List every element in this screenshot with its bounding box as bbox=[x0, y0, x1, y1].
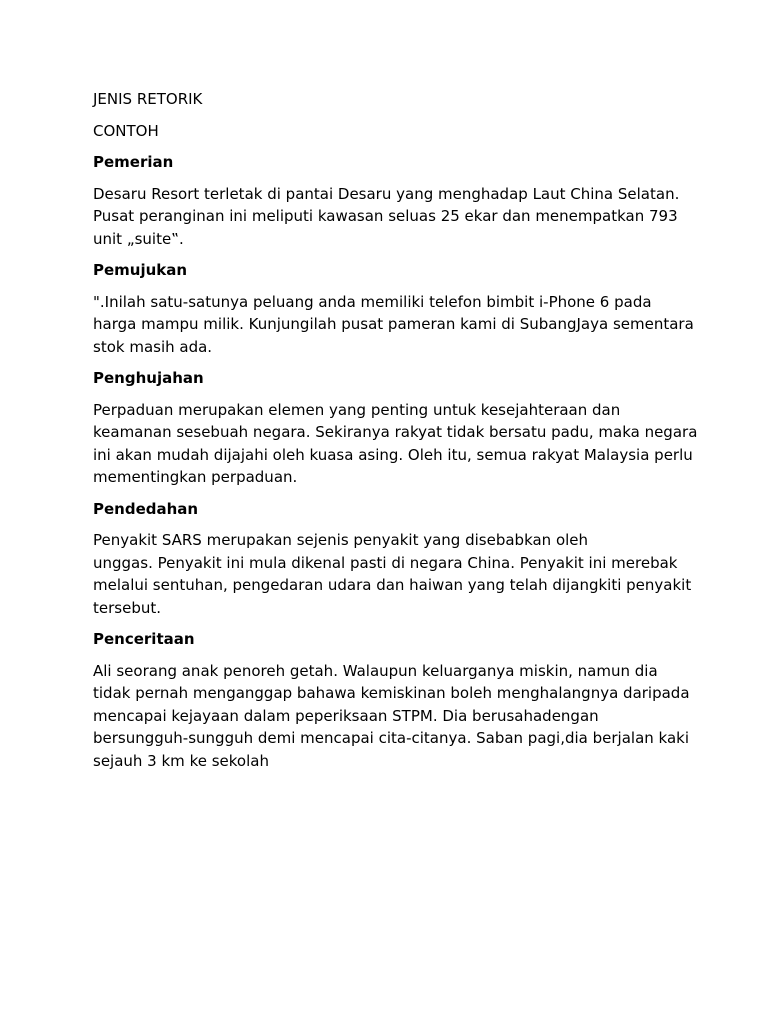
section-heading-pendedahan: Pendedahan bbox=[93, 499, 199, 518]
document-body bbox=[93, 88, 698, 781]
section-paragraph-pendedahan bbox=[93, 529, 692, 619]
paragraph-line: Ali seorang anak penoreh getah. Walaupun keluarganya miskin, namun dia bbox=[93, 661, 658, 680]
paragraph-line: ini akan mudah dijajahi oleh kuasa asing. Oleh itu, semua rakyat Malaysia perlu bbox=[93, 445, 693, 464]
section-paragraph-pemerian bbox=[93, 183, 683, 251]
paragraph-line: tidak pernah menganggap bahawa kemiskinan boleh menghalangnya daripada bbox=[93, 684, 690, 702]
paragraph-line: ".Inilah satu-satunya peluang anda memiliki telefon bimbit i-Phone 6 pada bbox=[93, 292, 652, 311]
paragraph-line: Perpaduan merupakan elemen yang penting untuk kesejahteraan dan bbox=[93, 400, 621, 419]
paragraph-line: tersebut. bbox=[93, 598, 161, 617]
paragraph-line: melalui sentuhan, pengedaran udara dan haiwan yang telah dijangkiti penyakit bbox=[93, 576, 692, 594]
paragraph-line: unggas. Penyakit ini mula dikenal pasti di negara China. Penyakit ini merebak bbox=[93, 553, 678, 572]
paragraph-line: Pusat peranginan ini meliputi kawasan seluas 25 ekar dan menempatkan 793 bbox=[93, 207, 678, 225]
paragraph-line: harga mampu milik. Kunjungilah pusat pameran kami di SubangJaya sementara bbox=[93, 315, 694, 333]
paragraph-line: mementingkan perpaduan. bbox=[93, 468, 298, 486]
section-heading-pemerian: Pemerian bbox=[93, 153, 174, 171]
section-paragraph-penghujahan bbox=[93, 399, 698, 489]
section-paragraph-pemujukan bbox=[93, 291, 694, 359]
paragraph-line: mencapai kejayaan dalam peperiksaan STPM. Dia berusahadengan bbox=[93, 706, 599, 725]
section-heading-penghujahan: Penghujahan bbox=[93, 369, 204, 387]
paragraph-line: keamanan sesebuah negara. Sekiranya rakyat tidak bersatu padu, maka negara bbox=[93, 423, 698, 441]
paragraph-line: Desaru Resort terletak di pantai Desaru yang menghadap Laut China Selatan. bbox=[93, 184, 680, 203]
paragraph-line: sejauh 3 km ke sekolah bbox=[93, 751, 269, 770]
document-subtitle: CONTOH bbox=[93, 121, 159, 140]
section-heading-penceritaan: Penceritaan bbox=[93, 630, 195, 648]
section-paragraph-penceritaan bbox=[93, 660, 690, 773]
section-heading-pemujukan: Pemujukan bbox=[93, 261, 188, 279]
paragraph-line: stok masih ada. bbox=[93, 337, 213, 356]
paragraph-line: Penyakit SARS merupakan sejenis penyakit yang disebabkan oleh bbox=[93, 531, 589, 549]
document-title: JENIS RETORIK bbox=[93, 90, 203, 108]
paragraph-line: bersungguh-sungguh demi mencapai cita-citanya. Saban pagi,dia berjalan kaki bbox=[93, 729, 690, 747]
paragraph-line: unit „suite‟. bbox=[93, 229, 184, 248]
